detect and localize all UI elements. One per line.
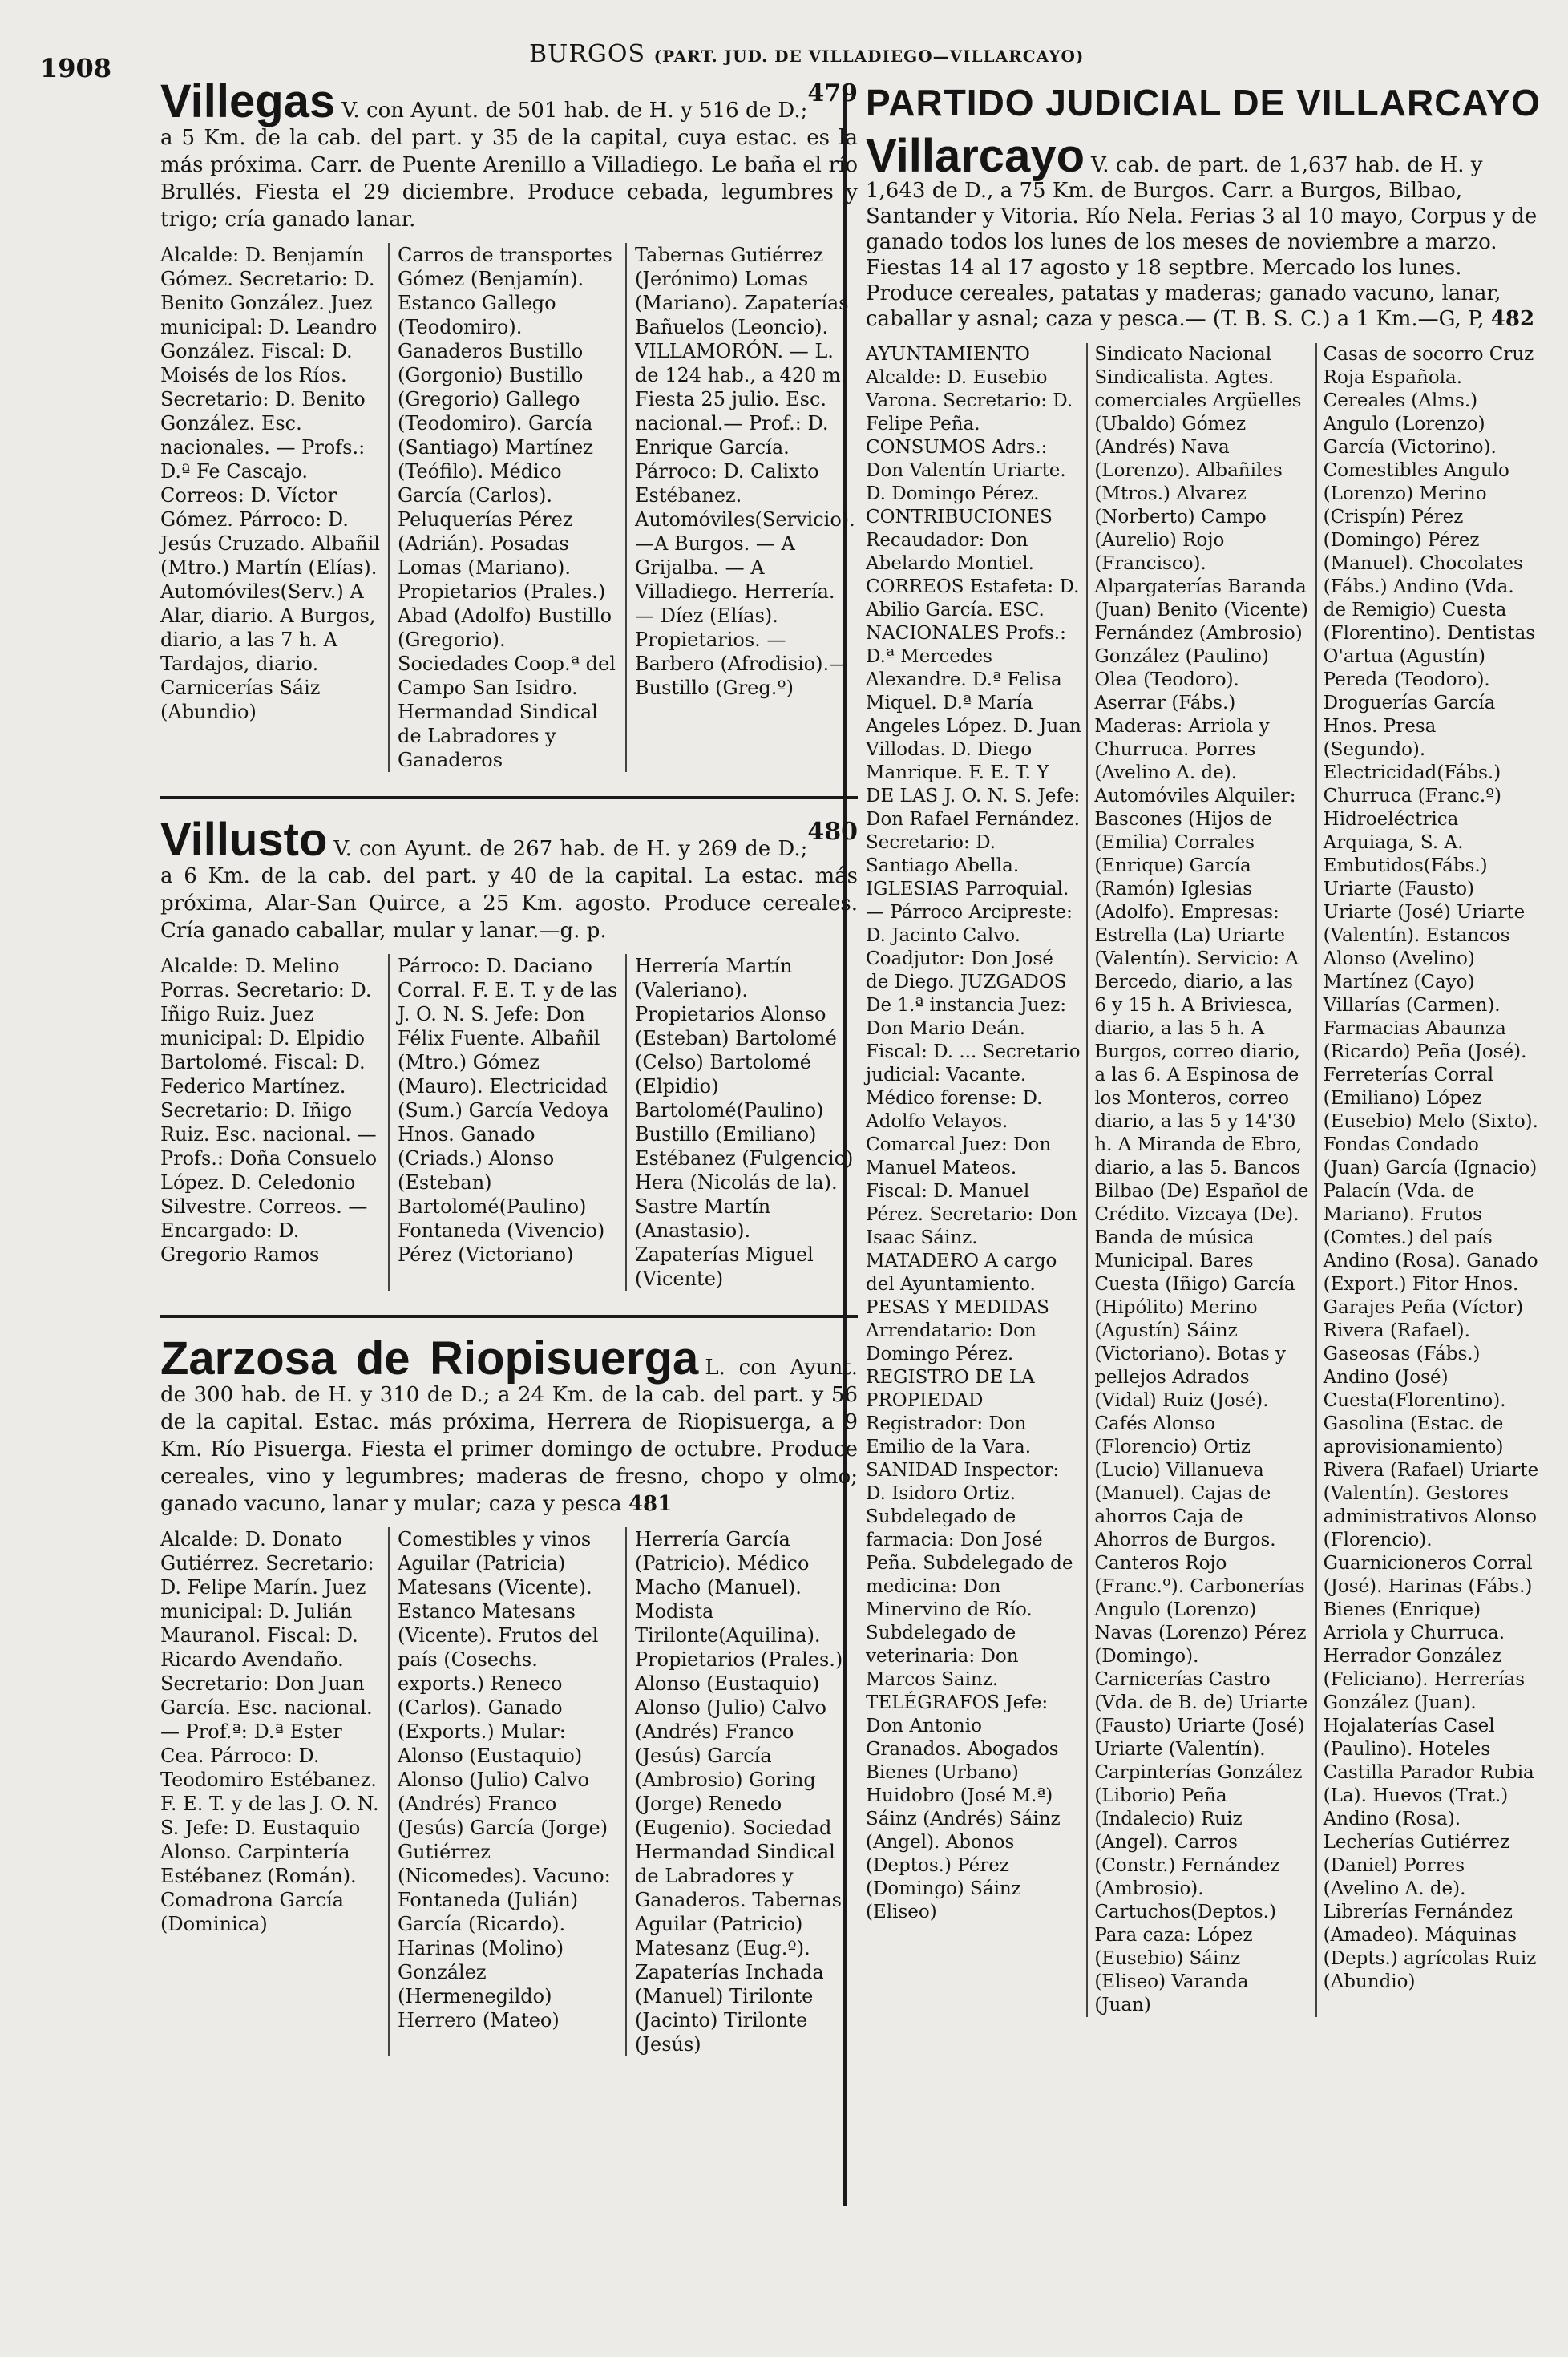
- town-header: [160, 75, 858, 233]
- partido-col-2: Sindicato Nacional Sindicalista. Agtes. comerciales Argüelles (Ubaldo) Gómez (Andrés) Nava (Lorenzo). Albañiles (Mtros.) Alvarez (Norberto) Campo (Aurelio) Rojo (Francisco). Alpargaterías Baranda (Juan) Benito (Vicente) Fernández (Ambrosio) González (Paulino) Olea (Teodoro). Aserrar (Fábs.) Maderas: Arriola y Churruca. Porres (Avelino A. de). Automóviles Alquiler: Bascones (Hijos de (Emilia) Corrales (Enrique) García (Ramón) Iglesias (Adolfo). Empresas: Estrella (La) Uriarte (Valentín). Servicio: A Bercedo, diario, a las 6 y 15 h. A Briviesca, diario, a las 5 h. A Burgos, correo diario, a las 6. A Espinosa de los Monteros, correo diario, a las 5 y 14'30 h. A Miranda de Ebro, diario, a las 5. Bancos Bilbao (De) Español de Crédito. Vizcaya (De). Banda de música Municipal. Bares Cuesta (Iñigo) García (Hipólito) Merino (Agustín) Sáinz (Victoriano). Botas y pellejos Adrados (Vidal) Ruiz (José). Cafés Alonso (Florencio) Ortiz (Lucio) Villanueva (Manuel). Cajas de ahorros Caja de Ahorros de Burgos. Canteros Rojo (Franc.º). Carbonerías Angulo (Lorenzo) Navas (Lorenzo) Pérez (Domingo). Carnicerías Castro (Vda. de B. de) Uriarte (Fausto) Uriarte (José) Uriarte (Valentín). Carpinterías González (Liborio) Peña (Indalecio) Ruiz (Angel). Carros (Constr.) Fernández (Ambrosio). Cartuchos(Deptos.) Para caza: López (Eusebio) Sáinz (Eliseo) Varanda (Juan): [1094, 343, 1316, 2017]
- town-name: Villusto: [160, 814, 328, 866]
- partido-col-1: AYUNTAMIENTO Alcalde: D. Eusebio Varona. Secretario: D. Felipe Peña. CONSUMOS Adrs.: Don Valentín Uriarte. D. Domingo Pérez. CONTRIBUCIONES Recaudador: Don Abelardo Montiel. CORREOS Estafeta: D. Abilio García. ESC. NACIONALES Profs.: D.ª Mercedes Alexandre. D.ª Felisa Miquel. D.ª María Angeles López. D. Juan Villodas. D. Diego Manrique. F. E. T. Y DE LAS J. O. N. S. Jefe: Don Rafael Fernández. Secretario: D. Santiago Abella. IGLESIAS Parroquial. — Párroco Arcipreste: D. Jacinto Calvo. Coadjutor: Don José de Diego. JUZGADOS De 1.ª instancia Juez: Don Mario Deán. Fiscal: D. ... Secretario judicial: Vacante. Médico forense: D. Adolfo Velayos. Comarcal Juez: Don Manuel Mateos. Fiscal: D. Manuel Pérez. Secretario: Don Isaac Sáinz. MATADERO A cargo del Ayuntamiento. PESAS Y MEDIDAS Arrendatario: Don Domingo Pérez. REGISTRO DE LA PROPIEDAD Registrador: Don Emilio de la Vara. SANIDAD Inspector: D. Isidoro Ortiz. Subdelegado de farmacia: Don José Peña. Subdelegado de medicina: Don Minervino de Río. Subdelegado de veterinaria: Don Marcos Sainz. TELÉGRAFOS Jefe: Don Antonio Granados. Abogados Bienes (Urbano) Huidobro (José M.ª) Sáinz (Andrés) Sáinz (Angel). Abonos (Deptos.) Pérez (Domingo) Sáinz (Eliseo): [866, 343, 1088, 2017]
- partido-col-3: Casas de socorro Cruz Roja Española. Cereales (Alms.) Angulo (Lorenzo) García (Victorino). Comestibles Angulo (Lorenzo) Merino (Crispín) Pérez (Domingo) Pérez (Manuel). Chocolates (Fábs.) Andino (Vda. de Remigio) Cuesta (Florentino). Dentistas O'artua (Agustín) Pereda (Teodoro). Droguerías García Hnos. Presa (Segundo). Electricidad(Fábs.) Churruca (Franc.º) Hidroeléctrica Arquiaga, S. A. Embutidos(Fábs.) Uriarte (Fausto) Uriarte (José) Uriarte (Valentín). Estancos Alonso (Avelino) Martínez (Cayo) Villarías (Carmen). Farmacias Abaunza (Ricardo) Peña (José). Ferreterías Corral (Emiliano) López (Eusebio) Melo (Sixto). Fondas Condado (Juan) García (Ignacio) Palacín (Vda. de Mariano). Frutos (Comtes.) del país Andino (Rosa). Ganado (Export.) Fitor Hnos. Garajes Peña (Víctor) Rivera (Rafael). Gaseosas (Fábs.) Andino (José) Cuesta(Florentino). Gasolina (Estac. de aprovisionamiento) Rivera (Rafael) Uriarte (Valentín). Gestores administrativos Alonso (Florencio). Guarnicioneros Corral (José). Harinas (Fábs.) Bienes (Enrique) Arriola y Churruca. Herrador González (Feliciano). Herrerías González (Juan). Hojalaterías Casel (Paulino). Hoteles Castilla Parador Rubia (La). Huevos (Trat.) Andino (Rosa). Lecherías Gutiérrez (Daniel) Porres (Avelino A. de). Librerías Fernández (Amadeo). Máquinas (Depts.) agrícolas Ruiz (Abundio): [1323, 344, 1539, 1992]
- left-column: [160, 75, 858, 2080]
- partido-header: [866, 130, 1539, 332]
- entry-count: 481: [628, 1492, 673, 1516]
- town-header: [160, 1332, 858, 1518]
- town-name: Zarzosa de Riopisuerga: [160, 1332, 699, 1385]
- entry-col-2: Comestibles y vinos Aguilar (Patricia) Matesans (Vicente). Estanco Matesans (Vicente). Frutos del país (Cosechs. exports.) Reneco (Carlos). Ganado (Exports.) Mular: Alonso (Eustaquio) Alonso (Julio) Calvo (Andrés) Franco (Jesús) García (Jorge) Gutiérrez (Nicomedes). Vacuno: Fontaneda (Julián) García (Ricardo). Harinas (Molino) González (Hermenegildo) Herrero (Mateo): [398, 1527, 627, 2056]
- entry-col-2: Párroco: D. Daciano Corral. F. E. T. y de las J. O. N. S. Jefe: Don Félix Fuente. Albañil (Mtro.) Gómez (Mauro). Electricidad (Sum.) García Vedoya Hnos. Ganado (Criads.) Alonso (Esteban) Bartolomé(Paulino) Fontaneda (Vivencio) Pérez (Victoriano): [398, 954, 627, 1291]
- entry-col-2: Carros de transportes Gómez (Benjamín). Estanco Gallego (Teodomiro). Ganaderos Bustillo (Gorgonio) Bustillo (Gregorio) Gallego (Teodomiro). García (Santiago) Martínez (Teófilo). Médico García (Carlos). Peluquerías Pérez (Adrián). Posadas Lomas (Mariano). Propietarios (Prales.) Abad (Adolfo) Bustillo (Gregorio). Sociedades Coop.ª del Campo San Isidro. Hermandad Sindical de Labradores y Ganaderos: [398, 243, 627, 772]
- town-description: V. cab. de part. de 1,637 hab. de H. y 1,643 de D., a 75 Km. de Burgos. Carr. a Burgos, Bilbao, Santander y Vitoria. Río Nela. Ferias 3 al 10 mayo, Corpus y de ganado todos los lunes de los meses de noviembre a marzo. Fiestas 14 al 17 agosto y 18 septbre. Mercado los lunes. Produce cereales, patatas y maderas; ganado vacuno, lanar, caballar y asnal; caza y pesca.— (T. B. S. C.) a 1 Km.—G, P,: [866, 153, 1538, 331]
- entry-col-3: Tabernas Gutiérrez (Jerónimo) Lomas (Mariano). Zapaterías Bañuelos (Leoncio). VILLAMORÓN. — L. de 124 hab., a 420 m. Fiesta 25 julio. Esc. nacional.— Prof.: D. Enrique García. Párroco: D. Calixto Estébanez. Automóviles(Servicio).—A Burgos. — A Grijalba. — A Villadiego. Herrería. — Díez (Elías). Propietarios. — Barbero (Afrodisio).—Bustillo (Greg.º): [635, 244, 855, 699]
- town-entry-villusto: [160, 814, 858, 1291]
- entry-separator: [160, 796, 858, 799]
- entry-col-1: Alcalde: D. Benjamín Gómez. Secretario: D. Benito González. Juez municipal: D. Leandro González. Fiscal: D. Moisés de los Ríos. Secretario: D. Benito González. Esc. nacionales. — Profs.: D.ª Fe Cascajo. Correos: D. Víctor Gómez. Párroco: D. Jesús Cruzado. Albañil (Mtro.) Martín (Elías). Automóviles(Serv.) A Alar, diario. A Burgos, diario, a las 7 h. A Tardajos, diario. Carnicerías Sáiz (Abundio): [160, 243, 390, 772]
- partido-title: PARTIDO JUDICIAL DE VILLARCAYO: [866, 82, 1541, 123]
- running-head-main: BURGOS: [529, 40, 646, 68]
- town-description: L. con Ayunt. de 300 hab. de H. y 310 de D.; a 24 Km. de la cab. del part. y 56 de la capital. Estac. más próxima, Herrera de Riopisuerga, a 9 Km. Río Pisuerga. Fiesta el primer domingo de octubre. Produce cereales, vino y legumbres; maderas de fresno, chopo y olmo; ganado vacuno, lanar y mular; caza y pesca: [160, 1356, 858, 1516]
- entry-separator: [160, 1315, 858, 1318]
- entry-col-3: Herrería García (Patricio). Médico Macho (Manuel). Modista Tirilonte(Aquilina). Propietarios (Prales.) Alonso (Eustaquio) Alonso (Julio) Calvo (Andrés) Franco (Jesús) García (Ambrosio) Goring (Jorge) Renedo (Eugenio). Sociedad Hermandad Sindical de Labradores y Ganaderos. Tabernas Aguilar (Patricio) Matesanz (Eug.º). Zapaterías Inchada (Manuel) Tirilonte (Jacinto) Tirilonte (Jesús): [635, 1528, 843, 2056]
- page-number: 1908: [40, 53, 112, 83]
- town-description: V. con Ayunt. de 501 hab. de H. y 516 de D.; a 5 Km. de la cab. del part. y 35 de la capital, cuya estac. es la más próxima. Carr. de Puente Arenillo a Villadiego. Le baña el río Brullés. Fiesta el 29 diciembre. Produce cebada, legumbres y trigo; cría ganado lanar.: [160, 99, 858, 232]
- town-header: [160, 814, 858, 944]
- town-name: Villarcayo: [866, 130, 1085, 182]
- partido-columns: [866, 343, 1539, 2017]
- right-column: [866, 80, 1539, 2017]
- entry-count: 479: [807, 79, 858, 107]
- entry-count: 482: [1490, 307, 1535, 331]
- town-entry-villegas: [160, 75, 858, 772]
- running-head-small: (PART. JUD. DE VILLADIEGO—VILLARCAYO): [653, 46, 1085, 66]
- running-head: [529, 40, 1084, 68]
- entry-col-1: Alcalde: D. Melino Porras. Secretario: D. Iñigo Ruiz. Juez municipal: D. Elpidio Bartolomé. Fiscal: D. Federico Martínez. Secretario: D. Iñigo Ruiz. Esc. nacional. — Profs.: Doña Consuelo López. D. Celedonio Silvestre. Correos. — Encargado: D. Gregorio Ramos: [160, 954, 390, 1291]
- town-entry-zarzosa: [160, 1332, 858, 2056]
- town-name: Villegas: [160, 75, 336, 127]
- entry-col-3: Herrería Martín (Valeriano). Propietarios Alonso (Esteban) Bartolomé (Celso) Bartolomé (Elpidio) Bartolomé(Paulino) Bustillo (Emiliano) Estébanez (Fulgencio) Hera (Nicolás de la). Sastre Martín (Anastasio). Zapaterías Miguel (Vicente): [635, 955, 854, 1290]
- entry-col-1: Alcalde: D. Donato Gutiérrez. Secretario: D. Felipe Marín. Juez municipal: D. Julián Mauranol. Fiscal: D. Ricardo Avendaño. Secretario: Don Juan García. Esc. nacional. — Prof.ª: D.ª Ester Cea. Párroco: D. Teodomiro Estébanez. F. E. T. y de las J. O. N. S. Jefe: D. Eustaquio Alonso. Carpintería Estébanez (Román). Comadrona García (Dominica): [160, 1527, 390, 2056]
- entry-columns: [160, 1527, 858, 2056]
- entry-count: 480: [807, 818, 858, 846]
- entry-columns: [160, 954, 858, 1291]
- entry-columns: [160, 243, 858, 772]
- town-description: V. con Ayunt. de 267 hab. de H. y 269 de D.; a 6 Km. de la cab. del part. y 40 de la capital. La estac. más próxima, Alar-San Quirce, a 25 Km. agosto. Produce cereales. Cría ganado caballar, mular y lanar.—g. p.: [160, 837, 858, 943]
